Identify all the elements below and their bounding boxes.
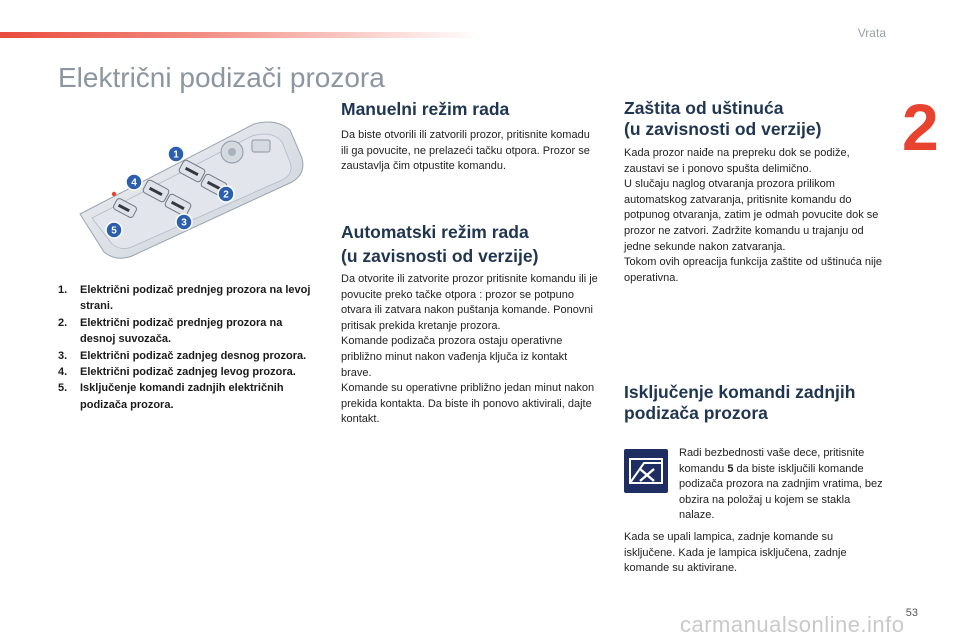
manual-mode-text: Da biste otvorili ili zatvorili prozor, pritisnite komadu ili ga povucite, ne prelazeći tačku otpora. Prozor se zaustavlja čim otpustite komandu. <box>341 129 590 173</box>
callout-3: 3 <box>181 217 187 229</box>
switch-number-5: 5 <box>727 462 734 475</box>
header-accent-bar <box>0 32 480 38</box>
child-lock-window-icon <box>624 449 668 493</box>
anti-pinch-heading: Zaštita od uštinuća (u zavisnosti od verzije) <box>624 98 822 139</box>
manual-mode-heading: Manuelni režim rada <box>341 99 510 119</box>
anti-pinch-section <box>624 98 886 286</box>
legend-item: 2. Električni podizač prednjeg prozora na desnoj suvozača. <box>58 316 283 346</box>
legend-item: 5. Isključenje komandi zadnjih električnih podizača prozora. <box>58 382 284 411</box>
switch-legend <box>58 282 320 413</box>
rear-lockout-text: Radi bezbednosti vaše dece, pritisnite komandu 5 da biste isključili komande podizača prozora na zadnjim vratima, bez obzira na položaj u kojem se stakla nalaze. <box>679 447 883 522</box>
anti-pinch-text: Kada prozor naiđe na prepreku dok se podiže, zaustavi se i ponovo spušta delimično. U slučaju naglog otvaranja prozora prilikom automatskog zatvaranja, pritisnite komandu do potpunog otvaranja, zatim je odmah povucite dok se prozor ne zatvori. Zadržite komandu u trajanju od jedne sekunde nakon zatvaranja. Tokom ovih opreacija funkcija zaštite od uštinuća nije operativna. <box>624 147 883 284</box>
page-number: 53 <box>905 607 918 619</box>
section-label: Vrata <box>857 26 886 40</box>
watermark: carmanualsonline.info <box>680 612 905 637</box>
chapter-number: 2 <box>902 90 939 164</box>
manual-mode-section <box>341 99 597 175</box>
window-switch-panel-illustration <box>76 118 308 260</box>
callout-5: 5 <box>111 225 117 237</box>
page-title: Električni podizači prozora <box>58 62 385 93</box>
callout-2: 2 <box>223 189 229 201</box>
callout-1: 1 <box>173 149 179 161</box>
rear-lockout-heading: Isključenje komandi zadnjih podizača prozora <box>624 382 856 423</box>
rear-lockout-lamp-text: Kada se upali lampica, zadnje komande su isključene. Kada je lampica isključena, zadnje komande su aktivirane. <box>624 531 847 575</box>
automatic-mode-section <box>341 220 599 428</box>
legend-item: 3. Električni podizač zadnjeg desnog prozora. <box>58 349 307 362</box>
legend-item: 4. Električni podizač zadnjeg levog prozora. <box>58 366 296 379</box>
legend-item: 1. Električni podizač prednjeg prozora na levoj strani. <box>58 284 311 313</box>
rear-lockout-section <box>624 382 886 424</box>
automatic-mode-heading: Automatski režim rada (u zavisnosti od verzije) <box>341 222 539 266</box>
callout-4: 4 <box>131 177 137 189</box>
automatic-mode-text: Da otvorite ili zatvorite prozor pritisnite komandu ili je povucite preko tačke otpora : prozor se potpuno otvara ili zatvara nakon puštanja komande. Ponovni pritisak prekida kretanje prozora. Komande podizača prozora ostaju operativne približno minut nakon vađenja ključa iz kontakt brave. Komande su operativne približno jedan minut nakon prekida kontakta. Da biste ih ponovo aktivirali, dajte kontakt. <box>341 273 598 426</box>
